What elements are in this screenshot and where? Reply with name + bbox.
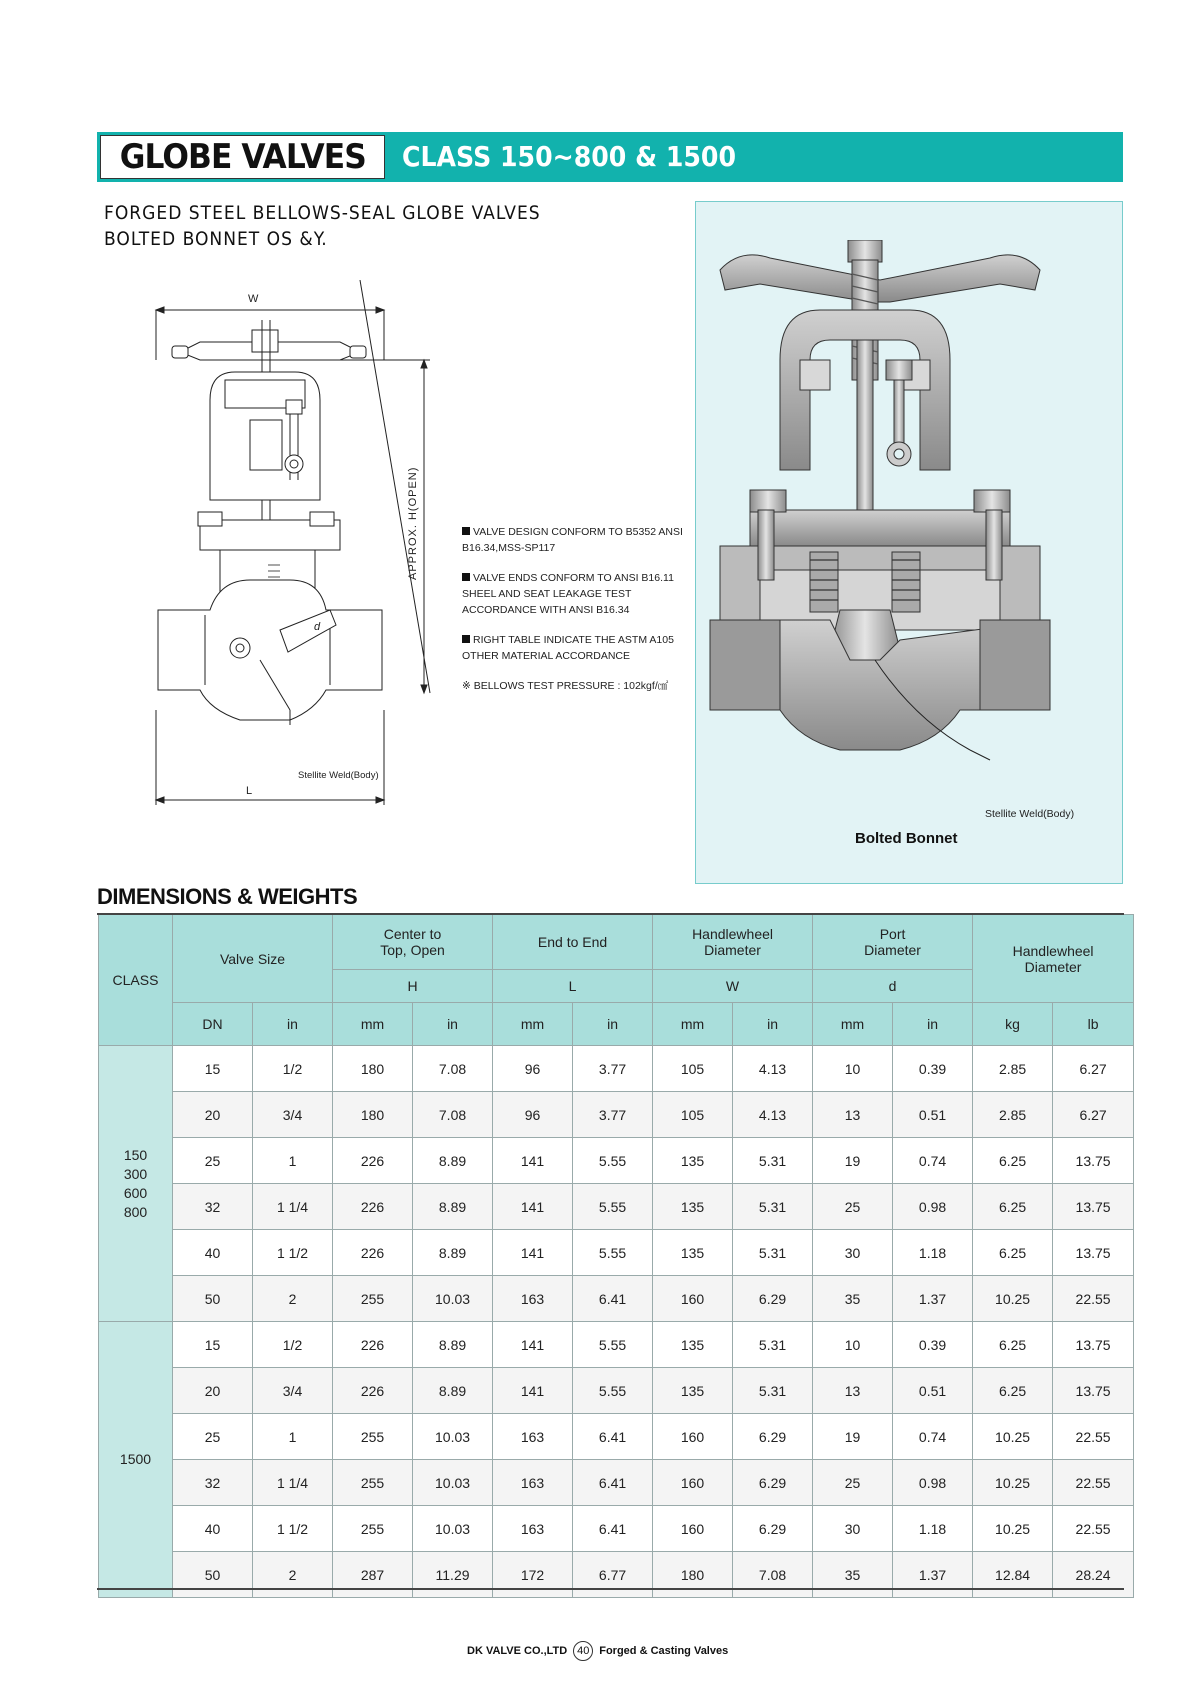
header-unit-kg: kg (973, 1003, 1053, 1046)
header-symbol-w: W (653, 970, 813, 1003)
bullet-square-icon (462, 635, 470, 643)
table-cell: 180 (653, 1552, 733, 1598)
table-cell: 13 (813, 1368, 893, 1414)
table-cell: 5.55 (573, 1322, 653, 1368)
table-cell: 96 (493, 1046, 573, 1092)
table-cell: 255 (333, 1414, 413, 1460)
table-cell: 3.77 (573, 1046, 653, 1092)
header-unit-mm: mm (493, 1003, 573, 1046)
header-handlewheel-diameter: Handlewheel Diameter (653, 915, 813, 970)
valve-technical-drawing (140, 280, 460, 820)
table-cell: 6.29 (733, 1276, 813, 1322)
table-row (99, 1414, 1134, 1460)
dimension-label-w: W (248, 293, 259, 305)
table-cell: 5.31 (733, 1368, 813, 1414)
table-cell: 5.31 (733, 1230, 813, 1276)
note-item: ※ BELLOWS TEST PRESSURE : 102kgf/㎠ (462, 680, 669, 692)
table-cell: 6.29 (733, 1460, 813, 1506)
table-row (99, 1552, 1134, 1598)
table-cell: 3/4 (253, 1092, 333, 1138)
header-unit-mm: mm (813, 1003, 893, 1046)
table-cell: 6.41 (573, 1460, 653, 1506)
illustration-caption: Bolted Bonnet (855, 830, 958, 847)
header-symbol-d: d (813, 970, 973, 1003)
header-unit-in: in (733, 1003, 813, 1046)
table-cell: 287 (333, 1552, 413, 1598)
table-cell: 0.74 (893, 1414, 973, 1460)
dimension-label-l: L (246, 785, 253, 797)
table-cell: 7.08 (413, 1046, 493, 1092)
table-cell: 10.25 (973, 1414, 1053, 1460)
table-cell: 10.25 (973, 1276, 1053, 1322)
table-cell: 1 (253, 1138, 333, 1184)
table-cell: 5.55 (573, 1184, 653, 1230)
dimension-label-h: APPROX. H(OPEN) (407, 466, 419, 580)
weld-label: Stellite Weld(Body) (298, 770, 379, 781)
table-row (99, 1276, 1134, 1322)
table-cell: 22.55 (1053, 1506, 1134, 1552)
header-title-box (100, 135, 385, 179)
table-cell: 135 (653, 1184, 733, 1230)
table-cell: 1 1/4 (253, 1460, 333, 1506)
table-cell: 96 (493, 1092, 573, 1138)
table-cell: 1.37 (893, 1552, 973, 1598)
table-cell: 30 (813, 1506, 893, 1552)
table-cell: 6.41 (573, 1414, 653, 1460)
table-cell: 1/2 (253, 1322, 333, 1368)
valve-cutaway-illustration (700, 240, 1120, 820)
table-cell: 8.89 (413, 1138, 493, 1184)
table-cell: 32 (173, 1460, 253, 1506)
header-unit-lb: lb (1053, 1003, 1134, 1046)
table-cell: 0.98 (893, 1460, 973, 1506)
bullet-square-icon (462, 527, 470, 535)
table-cell: 10.03 (413, 1506, 493, 1552)
table-cell: 135 (653, 1322, 733, 1368)
table-cell: 13.75 (1053, 1138, 1134, 1184)
table-cell: 10.25 (973, 1506, 1053, 1552)
table-cell: 20 (173, 1368, 253, 1414)
table-cell: 163 (493, 1276, 573, 1322)
table-cell: 160 (653, 1506, 733, 1552)
header-port-diameter: Port Diameter (813, 915, 973, 970)
table-cell: 12.84 (973, 1552, 1053, 1598)
footer-tagline: Forged & Casting Valves (599, 1645, 729, 1657)
table-cell: 141 (493, 1184, 573, 1230)
table-cell: 8.89 (413, 1230, 493, 1276)
header-unit-in: in (413, 1003, 493, 1046)
header-weight: Handlewheel Diameter (973, 915, 1134, 1003)
table-cell: 141 (493, 1322, 573, 1368)
table-cell: 15 (173, 1322, 253, 1368)
table-cell: 7.08 (733, 1552, 813, 1598)
table-cell: 10.03 (413, 1460, 493, 1506)
table-cell: 30 (813, 1230, 893, 1276)
table-cell: 180 (333, 1046, 413, 1092)
table-cell: 172 (493, 1552, 573, 1598)
table-cell: 5.31 (733, 1322, 813, 1368)
class-group-label: 1500 (99, 1322, 173, 1598)
table-row (99, 1368, 1134, 1414)
table-cell: 50 (173, 1552, 253, 1598)
note-item: VALVE ENDS CONFORM TO ANSI B16.11 SHEEL AND SEAT LEAKAGE TEST ACCORDANCE WITH ANSI B16.34 (462, 572, 674, 616)
table-cell: 226 (333, 1138, 413, 1184)
table-cell: 10.25 (973, 1460, 1053, 1506)
table-cell: 255 (333, 1460, 413, 1506)
table-cell: 141 (493, 1230, 573, 1276)
table-cell: 160 (653, 1460, 733, 1506)
table-cell: 160 (653, 1276, 733, 1322)
footer-company: DK VALVE CO.,LTD (467, 1645, 568, 1657)
section-title: DIMENSIONS & WEIGHTS (97, 884, 358, 909)
table-cell: 6.25 (973, 1138, 1053, 1184)
table-cell: 226 (333, 1184, 413, 1230)
table-cell: 13.75 (1053, 1230, 1134, 1276)
table-cell: 50 (173, 1276, 253, 1322)
table-cell: 25 (173, 1138, 253, 1184)
table-cell: 255 (333, 1276, 413, 1322)
table-cell: 15 (173, 1046, 253, 1092)
table-cell: 163 (493, 1506, 573, 1552)
table-cell: 135 (653, 1230, 733, 1276)
table-cell: 0.39 (893, 1046, 973, 1092)
table-row (99, 1322, 1134, 1368)
table-cell: 2 (253, 1552, 333, 1598)
table-cell: 35 (813, 1276, 893, 1322)
page-subtitle: CLASS 150~800 & 1500 (402, 140, 736, 173)
header-unit-mm: mm (333, 1003, 413, 1046)
table-cell: 2 (253, 1276, 333, 1322)
table-cell: 4.13 (733, 1046, 813, 1092)
table-cell: 141 (493, 1138, 573, 1184)
table-cell: 6.25 (973, 1368, 1053, 1414)
table-cell: 1.37 (893, 1276, 973, 1322)
table-cell: 13.75 (1053, 1322, 1134, 1368)
table-cell: 163 (493, 1414, 573, 1460)
table-cell: 11.29 (413, 1552, 493, 1598)
table-cell: 3.77 (573, 1092, 653, 1138)
table-row (99, 1046, 1134, 1092)
table-cell: 5.55 (573, 1230, 653, 1276)
table-row (99, 1460, 1134, 1506)
table-cell: 25 (813, 1184, 893, 1230)
table-cell: 1 1/2 (253, 1506, 333, 1552)
table-row (99, 1230, 1134, 1276)
header-symbol-l: L (493, 970, 653, 1003)
table-cell: 13.75 (1053, 1368, 1134, 1414)
table-cell: 13.75 (1053, 1184, 1134, 1230)
page-title: GLOBE VALVES (119, 137, 366, 177)
table-cell: 2.85 (973, 1092, 1053, 1138)
table-cell: 255 (333, 1506, 413, 1552)
header-end-to-end: End to End (493, 915, 653, 970)
table-cell: 19 (813, 1138, 893, 1184)
class-group-label: 150 300 600 800 (99, 1046, 173, 1322)
table-cell: 226 (333, 1322, 413, 1368)
table-cell: 141 (493, 1368, 573, 1414)
table-cell: 25 (173, 1414, 253, 1460)
table-cell: 10 (813, 1322, 893, 1368)
header-unit-mm: mm (653, 1003, 733, 1046)
table-row (99, 1092, 1134, 1138)
design-notes (462, 524, 692, 708)
table-cell: 1.18 (893, 1506, 973, 1552)
table-row (99, 1138, 1134, 1184)
table-cell: 6.77 (573, 1552, 653, 1598)
table-cell: 13 (813, 1092, 893, 1138)
table-cell: 10.03 (413, 1276, 493, 1322)
table-cell: 1.18 (893, 1230, 973, 1276)
header-center-to-top: Center to Top, Open (333, 915, 493, 970)
table-cell: 4.13 (733, 1092, 813, 1138)
table-cell: 6.41 (573, 1276, 653, 1322)
dimension-label-d: d (314, 621, 321, 633)
table-cell: 0.51 (893, 1092, 973, 1138)
footer (467, 1641, 728, 1661)
table-cell: 1 1/4 (253, 1184, 333, 1230)
header-unit-in: in (573, 1003, 653, 1046)
header-unit-dn: DN (173, 1003, 253, 1046)
dimensions-table (98, 914, 1134, 1598)
table-cell: 163 (493, 1460, 573, 1506)
header-valve-size: Valve Size (173, 915, 333, 1003)
table-cell: 0.74 (893, 1138, 973, 1184)
table-cell: 40 (173, 1230, 253, 1276)
note-item: RIGHT TABLE INDICATE THE ASTM A105 OTHER MATERIAL ACCORDANCE (462, 634, 674, 662)
table-cell: 6.27 (1053, 1046, 1134, 1092)
table-cell: 6.41 (573, 1506, 653, 1552)
table-cell: 0.98 (893, 1184, 973, 1230)
table-cell: 3/4 (253, 1368, 333, 1414)
table-cell: 226 (333, 1230, 413, 1276)
table-cell: 7.08 (413, 1092, 493, 1138)
table-cell: 28.24 (1053, 1552, 1134, 1598)
table-cell: 135 (653, 1368, 733, 1414)
table-cell: 8.89 (413, 1322, 493, 1368)
table-cell: 35 (813, 1552, 893, 1598)
stellite-weld-label: Stellite Weld(Body) (985, 808, 1075, 820)
bullet-square-icon (462, 573, 470, 581)
table-cell: 226 (333, 1368, 413, 1414)
table-cell: 19 (813, 1414, 893, 1460)
table-cell: 5.31 (733, 1138, 813, 1184)
header-symbol-h: H (333, 970, 493, 1003)
table-cell: 105 (653, 1092, 733, 1138)
table-cell: 10.03 (413, 1414, 493, 1460)
header-unit-in: in (253, 1003, 333, 1046)
table-cell: 2.85 (973, 1046, 1053, 1092)
table-row (99, 1506, 1134, 1552)
header-class: CLASS (99, 915, 173, 1046)
table-cell: 1 1/2 (253, 1230, 333, 1276)
table-row (99, 1184, 1134, 1230)
table-cell: 160 (653, 1414, 733, 1460)
table-cell: 0.39 (893, 1322, 973, 1368)
note-item: VALVE DESIGN CONFORM TO B5352 ANSI B16.34,MSS-SP117 (462, 526, 683, 554)
table-cell: 8.89 (413, 1184, 493, 1230)
table-cell: 5.55 (573, 1368, 653, 1414)
page-number: 40 (573, 1641, 593, 1661)
table-cell: 6.29 (733, 1506, 813, 1552)
header-unit-in: in (893, 1003, 973, 1046)
table-cell: 22.55 (1053, 1460, 1134, 1506)
table-cell: 6.25 (973, 1184, 1053, 1230)
table-cell: 10 (813, 1046, 893, 1092)
table-cell: 6.27 (1053, 1092, 1134, 1138)
product-description: FORGED STEEL BELLOWS-SEAL GLOBE VALVES BOLTED BONNET OS &Y. (104, 202, 541, 250)
table-cell: 105 (653, 1046, 733, 1092)
table-cell: 22.55 (1053, 1414, 1134, 1460)
table-cell: 6.25 (973, 1322, 1053, 1368)
table-cell: 8.89 (413, 1368, 493, 1414)
table-cell: 20 (173, 1092, 253, 1138)
table-cell: 6.25 (973, 1230, 1053, 1276)
table-cell: 5.31 (733, 1184, 813, 1230)
table-cell: 180 (333, 1092, 413, 1138)
table-cell: 1 (253, 1414, 333, 1460)
table-cell: 32 (173, 1184, 253, 1230)
table-cell: 5.55 (573, 1138, 653, 1184)
table-cell: 22.55 (1053, 1276, 1134, 1322)
table-cell: 40 (173, 1506, 253, 1552)
table-cell: 1/2 (253, 1046, 333, 1092)
table-cell: 0.51 (893, 1368, 973, 1414)
table-cell: 25 (813, 1460, 893, 1506)
table-cell: 135 (653, 1138, 733, 1184)
table-cell: 6.29 (733, 1414, 813, 1460)
